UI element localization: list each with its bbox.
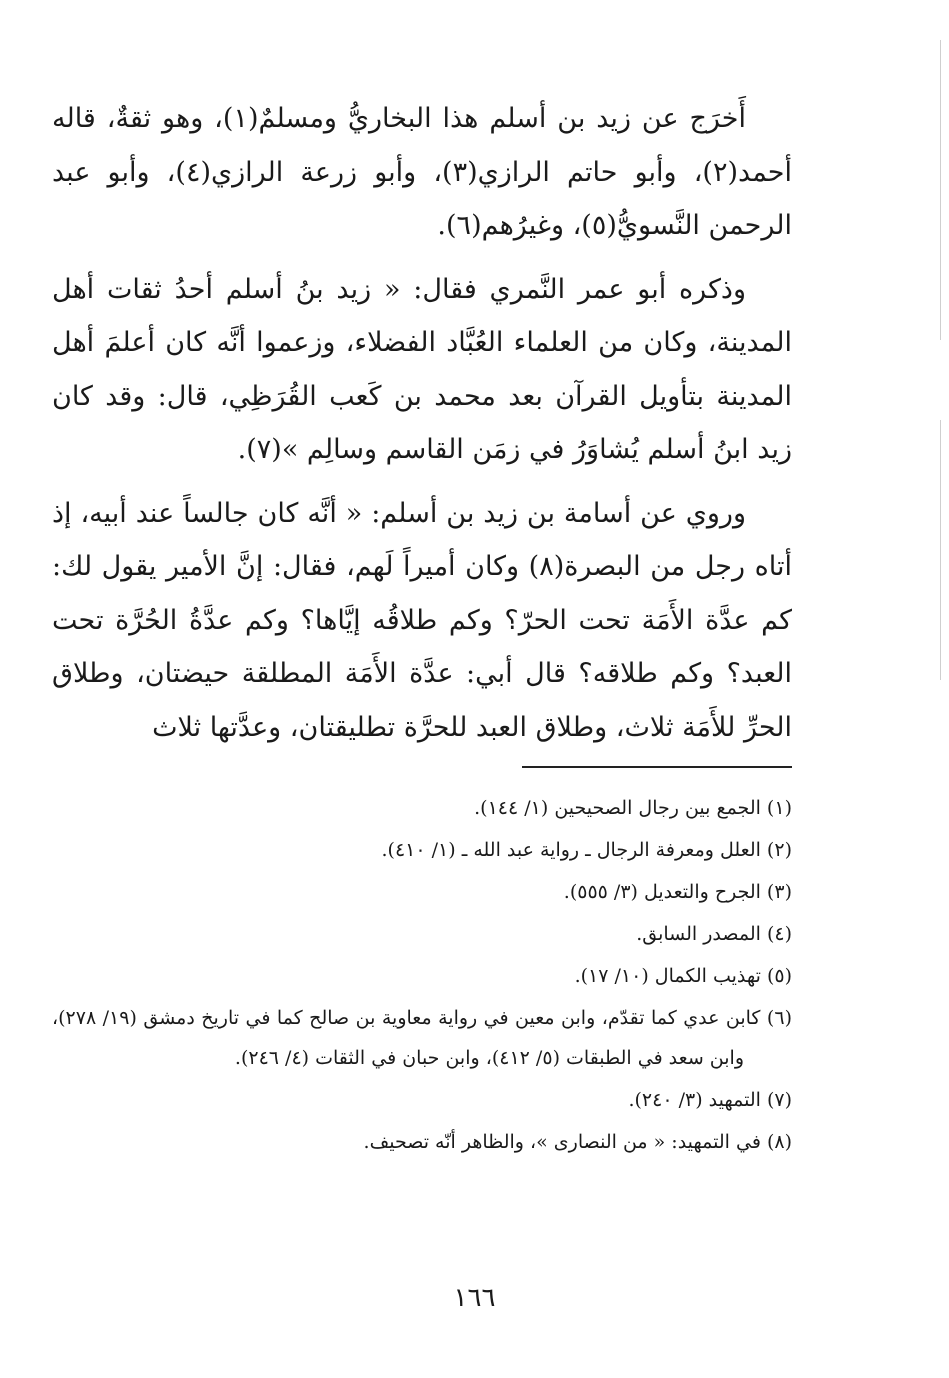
scan-artifact <box>940 420 941 680</box>
footnote-7: (٧) التمهيد (٣/ ٢٤٠). <box>628 1089 792 1111</box>
paragraph-3: وروي عن أسامة بن زيد بن أسلم: « أنَّه كان جالساً عند أبيه، إذ أتاه رجل من البصرة(٨) وكان أميراً لَهم، فقال: إنَّ الأمير يقول لك: كم عدَّة الأَمَة تحت الحرّ؟ وكم طلاقُه إيَّاها؟ وكم عدَّةُ الحُرَّة تحت العبد؟ وكم طلاقه؟ قال أبي: عدَّة الأَمَة المطلقة حيضتان، وطلاق الحرِّ للأَمَة ثلاث، وطلاق العبد للحرَّة تطليقتان، وعدَّتها ثلاث <box>52 497 792 743</box>
paragraph-2: وذكره أبو عمر النَّمري فقال: « زيد بنُ أسلم أحدُ ثقات أهل المدينة، وكان من العلماء العُبَّاد الفضلاء، وزعموا أنَّه كان أعلمَ أهل المدينة بتأويل القرآن بعد محمد بن كَعب القُرَظِي، قال: وقد كان زيد ابنُ أسلم يُشاوَرُ في زمَن القاسم وسالِم »(٧). <box>52 273 792 465</box>
footnote-6: (٦) كابن عدي كما تقدّم، وابن معين في رواية معاوية بن صالح كما في تاريخ دمشق (١٩/ ٢٧٨)، وابن سعد في الطبقات (٥/ ٤١٢)، وابن حبان في الثقات (٤/ ٢٤٦). <box>52 1007 792 1069</box>
footnote-separator <box>522 766 792 768</box>
footnote-1: (١) الجمع بين رجال الصحيحين (١/ ١٤٤). <box>474 797 792 819</box>
footnote-8: (٨) في التمهيد: « من النصارى »، والظاهر أنّه تصحيف. <box>363 1131 792 1153</box>
footnote-5: (٥) تهذيب الكمال (١٠/ ١٧). <box>574 965 792 987</box>
main-text <box>52 92 792 764</box>
footnote-4: (٤) المصدر السابق. <box>636 923 792 945</box>
paragraph-1: أَخرَج عن زيد بن أسلم هذا البخاريُّ ومسلمٌ(١)، وهو ثقةٌ، قاله أحمد(٢)، وأبو حاتم الرازي(٣)، وأبو زرعة الرازي(٤)، وأبو عبد الرحمن النَّسويُّ(٥)، وغيرُهم(٦). <box>52 103 792 241</box>
footnote-2: (٢) العلل ومعرفة الرجال ـ رواية عبد الله ـ (١/ ٤١٠). <box>381 839 792 861</box>
page-number: ١٦٦ <box>453 1283 496 1313</box>
footnotes <box>52 788 792 1164</box>
scan-artifact <box>940 40 941 340</box>
footnote-3: (٣) الجرح والتعديل (٣/ ٥٥٥). <box>563 881 792 903</box>
